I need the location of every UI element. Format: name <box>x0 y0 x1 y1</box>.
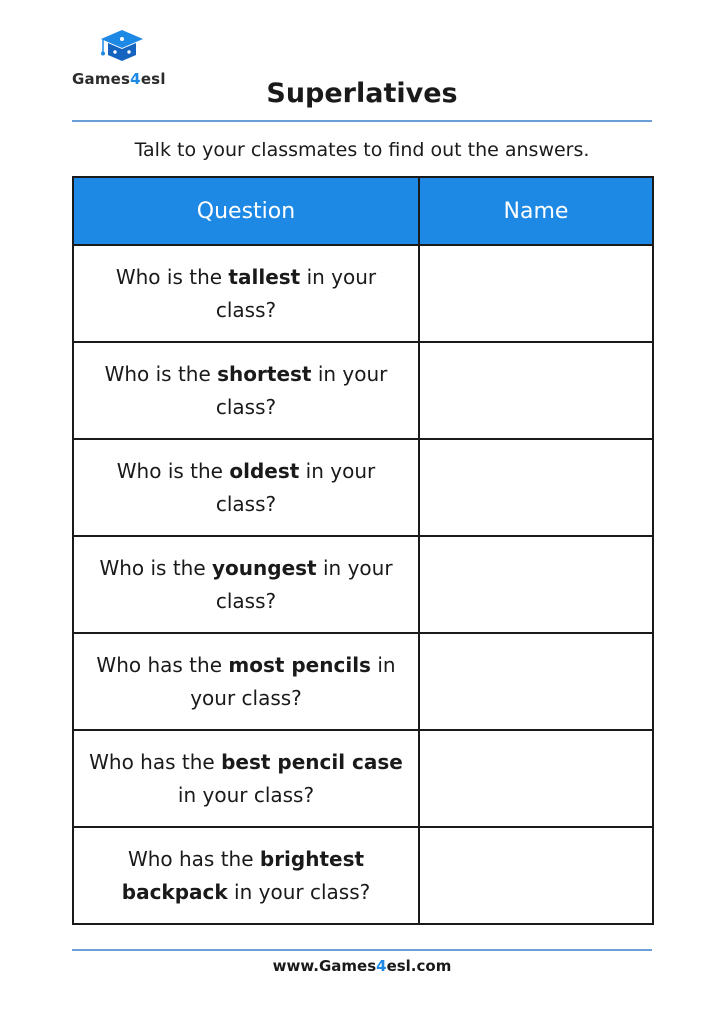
question-text-end: in your class? <box>190 652 396 710</box>
title-divider <box>72 120 652 122</box>
question-cell <box>73 827 419 924</box>
question-text-end: in your class? <box>215 458 376 516</box>
question-text-end: in your class? <box>227 879 371 904</box>
page-title: Superlatives <box>266 78 458 109</box>
footer-url-www: www.Games <box>272 957 377 975</box>
name-answer-cell[interactable] <box>419 536 653 633</box>
question-superlative: shortest <box>217 361 312 386</box>
logo-text-esl: esl <box>140 70 166 88</box>
question-cell <box>73 439 419 536</box>
name-answer-cell[interactable] <box>419 827 653 924</box>
logo-text-games: Games <box>72 70 131 88</box>
question-text-start: Who is the <box>99 555 213 580</box>
question-text-end: in your class? <box>215 264 377 322</box>
header-row <box>73 177 653 245</box>
table-row <box>73 633 653 730</box>
question-text-start: Who has the <box>89 749 222 774</box>
question-text-end: in your class? <box>215 361 388 419</box>
question-text-start: Who has the <box>96 652 229 677</box>
question-text-start: Who is the <box>116 458 230 483</box>
question-column-header: Question <box>73 177 419 245</box>
question-cell <box>73 730 419 827</box>
table-row <box>73 342 653 439</box>
name-answer-cell[interactable] <box>419 342 653 439</box>
question-cell <box>73 342 419 439</box>
question-superlative: youngest <box>212 555 317 580</box>
question-superlative: tallest <box>228 264 301 289</box>
footer-url <box>0 957 724 975</box>
question-cell <box>73 536 419 633</box>
table-row <box>73 439 653 536</box>
name-answer-cell[interactable] <box>419 633 653 730</box>
logo-text-4: 4 <box>130 70 141 88</box>
question-superlative: best pencil case <box>221 749 403 774</box>
name-answer-cell[interactable] <box>419 730 653 827</box>
instructions-text: Talk to your classmates to find out the answers. <box>134 139 590 161</box>
name-column-header: Name <box>419 177 653 245</box>
footer-url-domain: esl.com <box>386 957 452 975</box>
question-text-start: Who is the <box>104 361 218 386</box>
table-body <box>73 245 653 924</box>
table-row <box>73 245 653 342</box>
question-text-start: Who has the <box>127 846 260 871</box>
name-answer-cell[interactable] <box>419 245 653 342</box>
question-text-start: Who is the <box>115 264 229 289</box>
question-text-end: in your class? <box>177 782 315 807</box>
table-row <box>73 730 653 827</box>
table-row <box>73 536 653 633</box>
survey-table <box>72 176 654 925</box>
table-row <box>73 827 653 924</box>
question-superlative: oldest <box>229 458 300 483</box>
graduation-cap-dice-icon <box>97 28 147 62</box>
footer-url-4: 4 <box>376 957 387 975</box>
question-superlative: brightest backpack <box>121 846 365 904</box>
question-cell <box>73 633 419 730</box>
name-answer-cell[interactable] <box>419 439 653 536</box>
footer-divider <box>72 949 652 951</box>
question-text-end: in your class? <box>215 555 393 613</box>
question-superlative: most pencils <box>228 652 371 677</box>
question-cell <box>73 245 419 342</box>
